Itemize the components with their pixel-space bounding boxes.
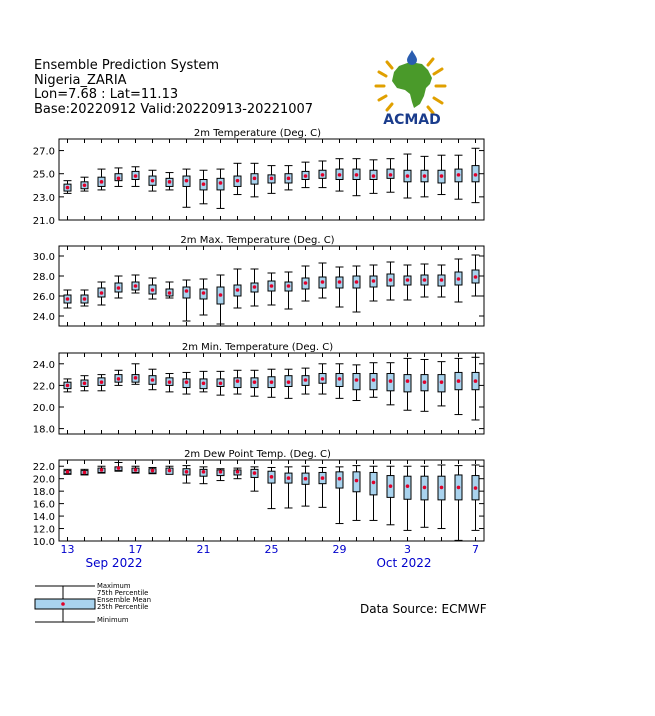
y-tick-label: 18.0 — [32, 424, 55, 436]
mean-dot — [389, 173, 393, 177]
month-label: Sep 2022 — [85, 556, 143, 570]
mean-dot — [372, 378, 376, 382]
mean-dot — [440, 278, 444, 282]
y-tick-label: 20.0 — [32, 474, 55, 486]
mean-dot — [202, 470, 206, 474]
header-title: Ensemble Prediction System — [34, 58, 220, 73]
mean-dot — [185, 380, 189, 384]
y-tick-label: 22.0 — [32, 381, 55, 393]
mean-dot — [100, 468, 104, 472]
mean-dot — [117, 377, 121, 381]
legend-label-minimum: Minimum — [97, 615, 129, 624]
mean-dot — [83, 381, 87, 385]
mean-dot — [389, 278, 393, 282]
legend-label-mean: Ensemble Mean — [97, 595, 152, 604]
mean-dot — [355, 479, 359, 483]
x-tick-label: 25 — [264, 543, 279, 556]
mean-dot — [287, 284, 291, 288]
x-tick-label: 3 — [404, 543, 411, 556]
mean-dot — [304, 477, 308, 481]
mean-dot — [202, 291, 206, 295]
mean-dot — [406, 379, 410, 383]
y-tick-label: 26.0 — [32, 292, 55, 303]
mean-dot — [389, 379, 393, 383]
mean-dot — [287, 476, 291, 480]
mean-dot — [66, 470, 70, 474]
mean-dot — [287, 177, 291, 181]
mean-dot — [219, 381, 223, 385]
y-tick-label: 30.0 — [32, 252, 55, 263]
mean-dot — [168, 180, 172, 184]
mean-dot — [185, 179, 189, 183]
y-tick-label: 16.0 — [32, 499, 55, 511]
mean-dot — [423, 486, 427, 490]
y-tick-label: 10.0 — [32, 537, 55, 548]
mean-dot — [253, 285, 257, 289]
x-tick-label: 7 — [472, 543, 479, 556]
data-source: Data Source: ECMWF — [360, 602, 487, 616]
panel-title: 2m Temperature (Deg. C) — [193, 128, 322, 139]
x-tick-label: 21 — [196, 543, 211, 556]
mean-dot — [100, 180, 104, 184]
mean-dot — [117, 466, 121, 470]
mean-dot — [151, 179, 155, 183]
mean-dot — [304, 174, 308, 178]
panel-title: 2m Min. Temperature (Deg. C) — [181, 342, 334, 353]
mean-dot — [117, 286, 121, 290]
mean-dot — [66, 297, 70, 301]
legend-label-maximum: Maximum — [97, 582, 131, 590]
y-tick-label: 24.0 — [32, 359, 55, 371]
mean-dot — [474, 173, 478, 177]
x-tick-label: 13 — [60, 543, 75, 556]
month-label: Oct 2022 — [376, 556, 432, 570]
mean-dot — [474, 379, 478, 383]
mean-dot — [457, 486, 461, 490]
mean-dot — [134, 376, 138, 380]
mean-dot — [270, 284, 274, 288]
y-tick-label: 23.0 — [32, 192, 55, 204]
mean-dot — [338, 173, 342, 177]
mean-dot — [355, 280, 359, 284]
mean-dot — [406, 484, 410, 488]
mean-dot — [406, 174, 410, 178]
mean-dot — [440, 174, 444, 178]
mean-dot — [440, 486, 444, 490]
mean-dot — [134, 284, 138, 288]
mean-dot — [66, 186, 70, 190]
mean-dot — [355, 378, 359, 382]
mean-dot — [117, 177, 121, 181]
mean-dot — [474, 486, 478, 490]
mean-dot — [219, 181, 223, 185]
mean-dot — [304, 281, 308, 285]
legend-box — [35, 599, 95, 609]
mean-dot — [83, 471, 87, 475]
y-tick-label: 12.0 — [32, 524, 55, 536]
y-tick-label: 27.0 — [32, 146, 55, 158]
mean-dot — [389, 484, 393, 488]
header-coordinates: Lon=7.68 : Lat=11.13 — [34, 87, 179, 102]
y-tick-label: 25.0 — [32, 169, 55, 181]
mean-dot — [151, 469, 155, 473]
mean-dot — [321, 476, 325, 480]
mean-dot — [236, 179, 240, 183]
y-tick-label: 21.0 — [32, 216, 55, 227]
mean-dot — [185, 470, 189, 474]
mean-dot — [372, 174, 376, 178]
mean-dot — [338, 377, 342, 381]
mean-dot — [304, 378, 308, 382]
mean-dot — [270, 380, 274, 384]
mean-dot — [372, 279, 376, 283]
mean-dot — [321, 173, 325, 177]
mean-dot — [423, 380, 427, 384]
logo-text: ACMAD — [383, 112, 441, 126]
mean-dot — [253, 177, 257, 181]
legend-label-p75: 75th Percentile — [97, 588, 149, 597]
header-dates: Base:20220912 Valid:20220913-20221007 — [34, 101, 314, 117]
mean-dot — [219, 293, 223, 297]
mean-dot — [236, 470, 240, 474]
mean-dot — [338, 280, 342, 284]
mean-dot — [457, 379, 461, 383]
mean-dot — [134, 174, 138, 178]
mean-dot — [355, 173, 359, 177]
mean-dot — [423, 174, 427, 178]
mean-dot — [270, 475, 274, 479]
mean-dot — [236, 288, 240, 292]
mean-dot — [202, 381, 206, 385]
mean-dot — [100, 380, 104, 384]
mean-dot — [151, 378, 155, 382]
mean-dot — [83, 297, 87, 301]
mean-dot — [474, 275, 478, 279]
legend-label-p25: 25th Percentile — [97, 602, 149, 611]
mean-dot — [202, 182, 206, 186]
y-tick-label: 18.0 — [32, 487, 55, 499]
y-tick-label: 20.0 — [32, 403, 55, 414]
y-tick-label: 22.0 — [32, 462, 55, 474]
mean-dot — [83, 183, 87, 187]
mean-dot — [219, 470, 223, 474]
mean-dot — [253, 471, 257, 475]
x-tick-label: 17 — [128, 543, 143, 556]
mean-dot — [321, 377, 325, 381]
panel-title: 2m Max. Temperature (Deg. C) — [180, 235, 335, 246]
mean-dot — [168, 380, 172, 384]
y-tick-label: 28.0 — [32, 272, 55, 283]
mean-dot — [134, 468, 138, 472]
iqr-box — [404, 375, 411, 392]
legend-labels — [97, 583, 151, 624]
mean-dot — [168, 469, 172, 473]
mean-dot — [236, 379, 240, 383]
mean-dot — [423, 278, 427, 282]
panel-title: 2m Dew Point Temp. (Deg. C) — [184, 449, 331, 460]
mean-dot — [185, 289, 189, 293]
legend-mean-dot — [61, 602, 65, 606]
mean-dot — [457, 173, 461, 177]
mean-dot — [168, 291, 172, 295]
mean-dot — [440, 380, 444, 384]
mean-dot — [372, 481, 376, 485]
mean-dot — [338, 477, 342, 481]
mean-dot — [321, 280, 325, 284]
mean-dot — [100, 291, 104, 295]
y-tick-label: 24.0 — [32, 312, 55, 323]
mean-dot — [66, 384, 70, 388]
mean-dot — [406, 278, 410, 282]
x-tick-label: 29 — [332, 543, 347, 556]
y-tick-label: 14.0 — [32, 512, 55, 524]
header-location: Nigeria_ZARIA — [34, 72, 127, 88]
mean-dot — [253, 380, 257, 384]
mean-dot — [270, 177, 274, 181]
mean-dot — [151, 288, 155, 292]
mean-dot — [287, 380, 291, 384]
mean-dot — [457, 277, 461, 281]
